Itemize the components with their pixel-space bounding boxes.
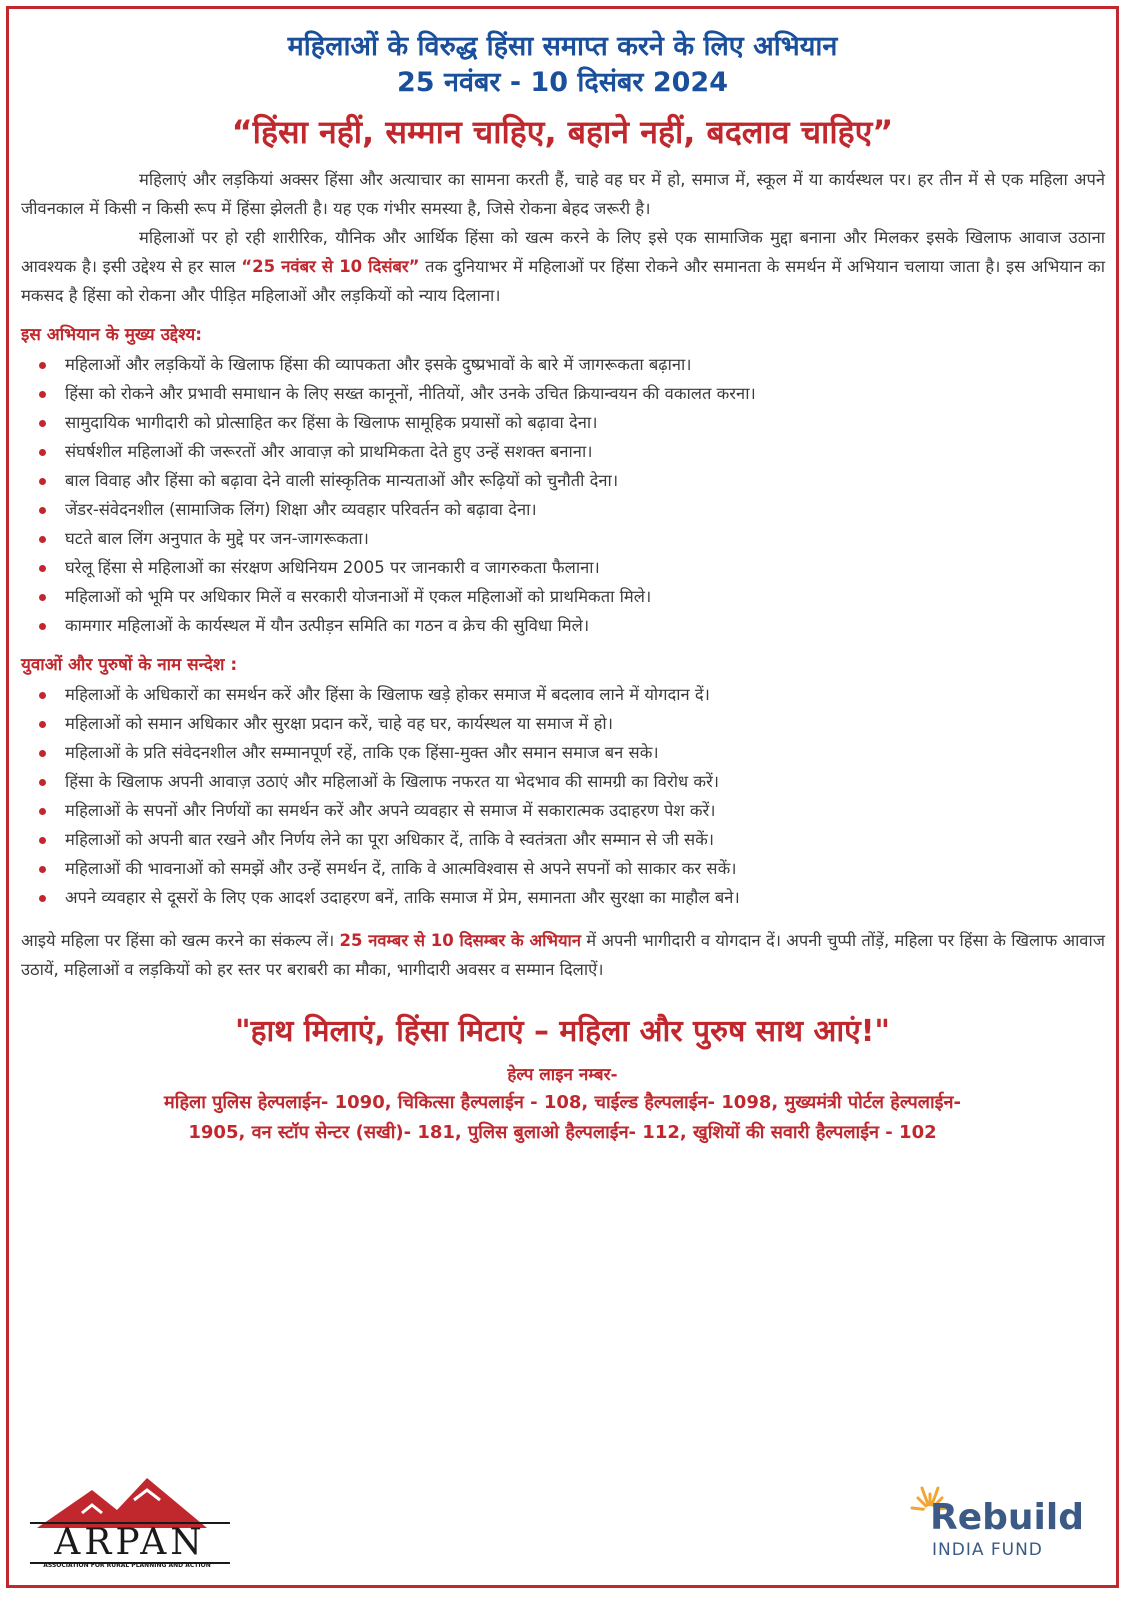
message-heading: युवाओं और पुरुषों के नाम सन्देश : (21, 655, 238, 675)
content (9, 165, 1116, 984)
message-list (21, 680, 1105, 912)
campaign-title: महिलाओं के विरुद्ध हिंसा समाप्त करने के लिए अभियान (287, 31, 838, 62)
rebuild-subtitle: INDIA FUND (932, 1540, 1043, 1560)
objectives-heading: इस अभियान के मुख्य उद्देश्य: (21, 325, 203, 345)
intro-paragraph-1: महिलाएं और लड़कियां अक्सर हिंसा और अत्याचार का सामना करती हैं, चाहे वह घर में हो, समाज में, स्कूल में या कार्यस्थल पर। हर तीन में से एक महिला अपने जीवनकाल में किसी न किसी रूप में हिंसा झेलती है। यह एक गंभीर समस्या है, जिसे रोकना बेहद जरूरी है। (21, 170, 1105, 218)
objectives-list (21, 350, 1105, 640)
list-item: महिलाओं को अपनी बात रखने और निर्णय लेने का पूरा अधिकार दें, ताकि वे स्वतंत्रता और सम्मान से जी सकें। (21, 825, 1105, 854)
rebuild-name: Rebuild (930, 1497, 1084, 1538)
helpline-heading: हेल्प लाइन नम्बर- (507, 1065, 618, 1085)
list-item: कामगार महिलाओं के कार्यस्थल में यौन उत्पीड़न समिति का गठन व क्रेच की सुविधा मिले। (21, 611, 1105, 640)
list-item: बाल विवाह और हिंसा को बढ़ावा देने वाली सांस्कृतिक मान्यताओं और रूढ़ियों को चुनौती देना। (21, 466, 1105, 495)
poster (6, 6, 1119, 1588)
list-item: संघर्षशील महिलाओं की जरूरतों और आवाज़ को प्राथमिकता देते हुए उन्हें सशक्त बनाना। (21, 437, 1105, 466)
arpan-logo (22, 1478, 232, 1573)
list-item: हिंसा के खिलाफ अपनी आवाज़ उठाएं और महिलाओं के खिलाफ नफरत या भेदभाव की सामग्री का विरोध करें। (21, 767, 1105, 796)
slogan: "हाथ मिलाएं, हिंसा मिटाएं – महिला और पुरुष साथ आएं!" (234, 1014, 891, 1049)
rebuild-india-fund-logo (900, 1478, 1084, 1573)
mountain-icon (22, 1478, 232, 1528)
list-item: घरेलू हिंसा से महिलाओं का संरक्षण अधिनियम 2005 पर जानकारी व जागरुकता फैलाना। (21, 553, 1105, 582)
list-item: घटते बाल लिंग अनुपात के मुद्दे पर जन-जागरूकता। (21, 524, 1105, 553)
list-item: हिंसा को रोकने और प्रभावी समाधान के लिए सख्त कानूनों, नीतियों, और उनके उचित क्रियान्वयन की वकालत करना। (21, 379, 1105, 408)
list-item: महिलाओं की भावनाओं को समझें और उन्हें समर्थन दें, ताकि वे आत्मविश्वास से अपने सपनों को साकार कर सकें। (21, 854, 1105, 883)
helpline-line-1: महिला पुलिस हेल्पलाईन- 1090, चिकित्सा हैल्पलाईन - 108, चाईल्ड हैल्पलाईन- 1098, मुख्यमंत्री पोर्टल हेल्पलाईन- (164, 1092, 961, 1113)
campaign-dates: 25 नवंबर - 10 दिसंबर 2024 (397, 67, 728, 98)
list-item: महिलाओं को भूमि पर अधिकार मिलें व सरकारी योजनाओं में एकल महिलाओं को प्राथमिकता मिले। (21, 582, 1105, 611)
list-item: जेंडर-संवेदनशील (सामाजिक लिंग) शिक्षा और व्यवहार परिवर्तन को बढ़ावा देना। (21, 495, 1105, 524)
list-item: महिलाओं के प्रति संवेदनशील और सम्मानपूर्ण रहें, ताकि एक हिंसा-मुक्त और समान समाज बन सके। (21, 738, 1105, 767)
arpan-name: ARPAN (30, 1522, 230, 1564)
list-item: सामुदायिक भागीदारी को प्रोत्साहित कर हिंसा के खिलाफ सामूहिक प्रयासों को बढ़ावा देना। (21, 408, 1105, 437)
list-item: महिलाओं के अधिकारों का समर्थन करें और हिंसा के खिलाफ खड़े होकर समाज में बदलाव लाने में योगदान दें। (21, 680, 1105, 709)
intro-paragraph-2: महिलाओं पर हो रही शारीरिक, यौनिक और आर्थिक हिंसा को खत्म करने के लिए इसे एक सामाजिक मुद्दा बनाना और मिलकर इसके खिलाफ आवाज उठाना आवश्यक है। इसी उद्देश्य से हर साल “25 नवंबर से 10 दिसंबर” तक दुनियाभर में महिलाओं पर हिंसा रोकने और समानता के समर्थन में अभियान चलाया जाता है। इस अभियान का मकसद है हिंसा को रोकना और पीड़ित महिलाओं और लड़कियों को न्याय दिलाना। (21, 228, 1106, 305)
closing-paragraph: आइये महिला पर हिंसा को खत्म करने का संकल्प लें। 25 नवम्बर से 10 दिसम्बर के अभियान में अपनी भागीदारी व योगदान दें। अपनी चुप्पी तोंड़ें, महिला पर हिंसा के खिलाफ आवाज उठायें, महिलाओं व लड़कियों को हर स्तर पर बराबरी का मौका, भागीदारी अवसर व सम्मान दिलाऐं। (21, 931, 1105, 979)
list-item: अपने व्यवहार से दूसरों के लिए एक आदर्श उदाहरण बनें, ताकि समाज में प्रेम, समानता और सुरक्षा का माहौल बने। (21, 883, 1105, 912)
tagline: “हिंसा नहीं, सम्मान चाहिए, बहाने नहीं, बदलाव चाहिए” (231, 113, 894, 151)
arpan-subtitle: ASSOCIATION FOR RURAL PLANNING AND ACTION (43, 1562, 211, 1569)
list-item: महिलाओं को समान अधिकार और सुरक्षा प्रदान करें, चाहे वह घर, कार्यस्थल या समाज में हो। (21, 709, 1105, 738)
list-item: महिलाओं और लड़कियों के खिलाफ हिंसा की व्यापकता और इसके दुष्प्रभावों के बारे में जागरूकता बढ़ाना। (21, 350, 1105, 379)
helpline-line-2: 1905, वन स्टॉप सेन्टर (सखी)- 181, पुलिस बुलाओ हैल्पलाईन- 112, खुशियों की सवारी हैल्पलाईन - 102 (188, 1122, 937, 1143)
list-item: महिलाओं के सपनों और निर्णयों का समर्थन करें और अपने व्यवहार से समाज में सकारात्मक उदाहरण पेश करें। (21, 796, 1105, 825)
